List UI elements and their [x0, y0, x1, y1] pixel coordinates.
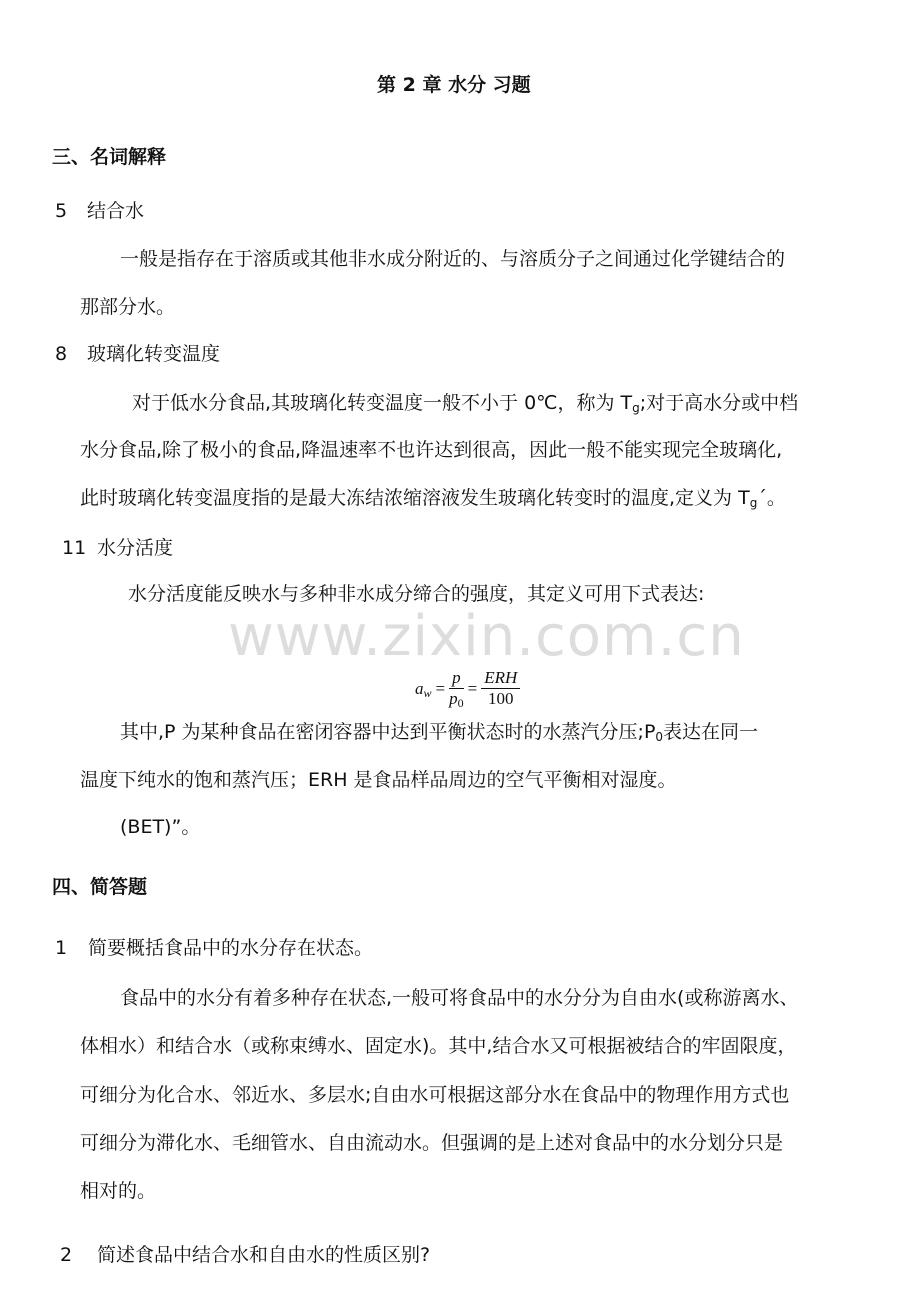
- paragraph-line: 食品中的水分有着多种存在状态,一般可将食品中的水分分为自由水(或称游离水、: [120, 987, 799, 1009]
- paragraph-line: 可细分为化合水、邻近水、多层水;自由水可根据这部分水在食品中的物理作用方式也: [80, 1084, 790, 1106]
- watermark: www.zixin.com.cn: [228, 604, 745, 669]
- paragraph-line: 水分活度能反映水与多种非水成分缔合的强度，其定义可用下式表达:: [128, 583, 705, 605]
- term-title: 水分活度: [97, 537, 174, 559]
- paragraph-line: [132, 391, 798, 415]
- equals: =: [435, 678, 446, 698]
- question-text: 简要概括食品中的水分存在状态。: [88, 937, 374, 959]
- term-title: 结合水: [87, 200, 145, 222]
- text: 表达在同一: [663, 721, 759, 743]
- question-text: 简述食品中结合水和自由水的性质区别?: [97, 1244, 431, 1266]
- paragraph-line: (BET)”。: [120, 816, 201, 838]
- subscript: 0: [655, 730, 664, 744]
- text: 此时玻璃化转变温度指的是最大冻结浓缩溶液发生玻璃化转变时的温度,定义为 T: [80, 487, 750, 509]
- text: ;对于高水分或中档: [639, 392, 799, 414]
- paragraph-line: 温度下纯水的饱和蒸汽压；ERH 是食品样品周边的空气平衡相对湿度。: [80, 769, 677, 791]
- var-p: p: [449, 689, 458, 708]
- paragraph-line: 可细分为滞化水、毛细管水、自由流动水。但强调的是上述对食品中的水分划分只是: [80, 1132, 784, 1154]
- page-title: 第 2 章 水分 习题: [377, 74, 531, 96]
- formula-lhs: [415, 679, 432, 699]
- section-heading-short-answer: 四、简答题: [52, 876, 148, 898]
- term-number: 5: [55, 200, 68, 222]
- fraction-p-p0: [449, 668, 464, 709]
- text: 其中,P 为某种食品在密闭容器中达到平衡状态时的水蒸汽分压;P: [120, 721, 656, 743]
- var-a: a: [415, 678, 424, 698]
- subscript: g: [632, 401, 640, 415]
- subscript: g: [749, 496, 758, 510]
- denominator: 100: [487, 689, 514, 708]
- term-number: 11: [62, 537, 87, 559]
- denominator: [449, 689, 464, 709]
- numerator: p: [449, 668, 464, 689]
- question-number: 1: [55, 937, 68, 959]
- numerator: ERH: [481, 668, 520, 689]
- paragraph-line: [120, 720, 758, 744]
- water-activity-formula: [415, 668, 520, 709]
- term-title: 玻璃化转变温度: [87, 343, 221, 365]
- text: ´。: [757, 487, 786, 509]
- fraction-erh-100: [481, 668, 520, 709]
- paragraph-line: [80, 486, 786, 510]
- paragraph-line: 一般是指存在于溶质或其他非水成分附近的、与溶质分子之间通过化学键结合的: [120, 248, 786, 270]
- paragraph-line: 相对的。: [80, 1180, 157, 1202]
- sub-0: 0: [457, 696, 464, 710]
- section-heading-terms: 三、名词解释: [52, 146, 167, 168]
- text: 对于低水分食品,其玻璃化转变温度一般不小于 0℃，称为 T: [132, 392, 633, 414]
- paragraph-line: 体相水）和结合水（或称束缚水、固定水)。其中,结合水又可根据被结合的牢固限度，: [80, 1035, 797, 1057]
- paragraph-line: 水分食品,除了极小的食品,降温速率不也许达到很高，因此一般不能实现完全玻璃化,: [80, 439, 783, 461]
- paragraph-line: 那部分水。: [80, 296, 176, 318]
- term-number: 8: [55, 343, 68, 365]
- sub-w: w: [423, 685, 432, 700]
- question-number: 2: [60, 1244, 73, 1266]
- equals: =: [467, 678, 478, 698]
